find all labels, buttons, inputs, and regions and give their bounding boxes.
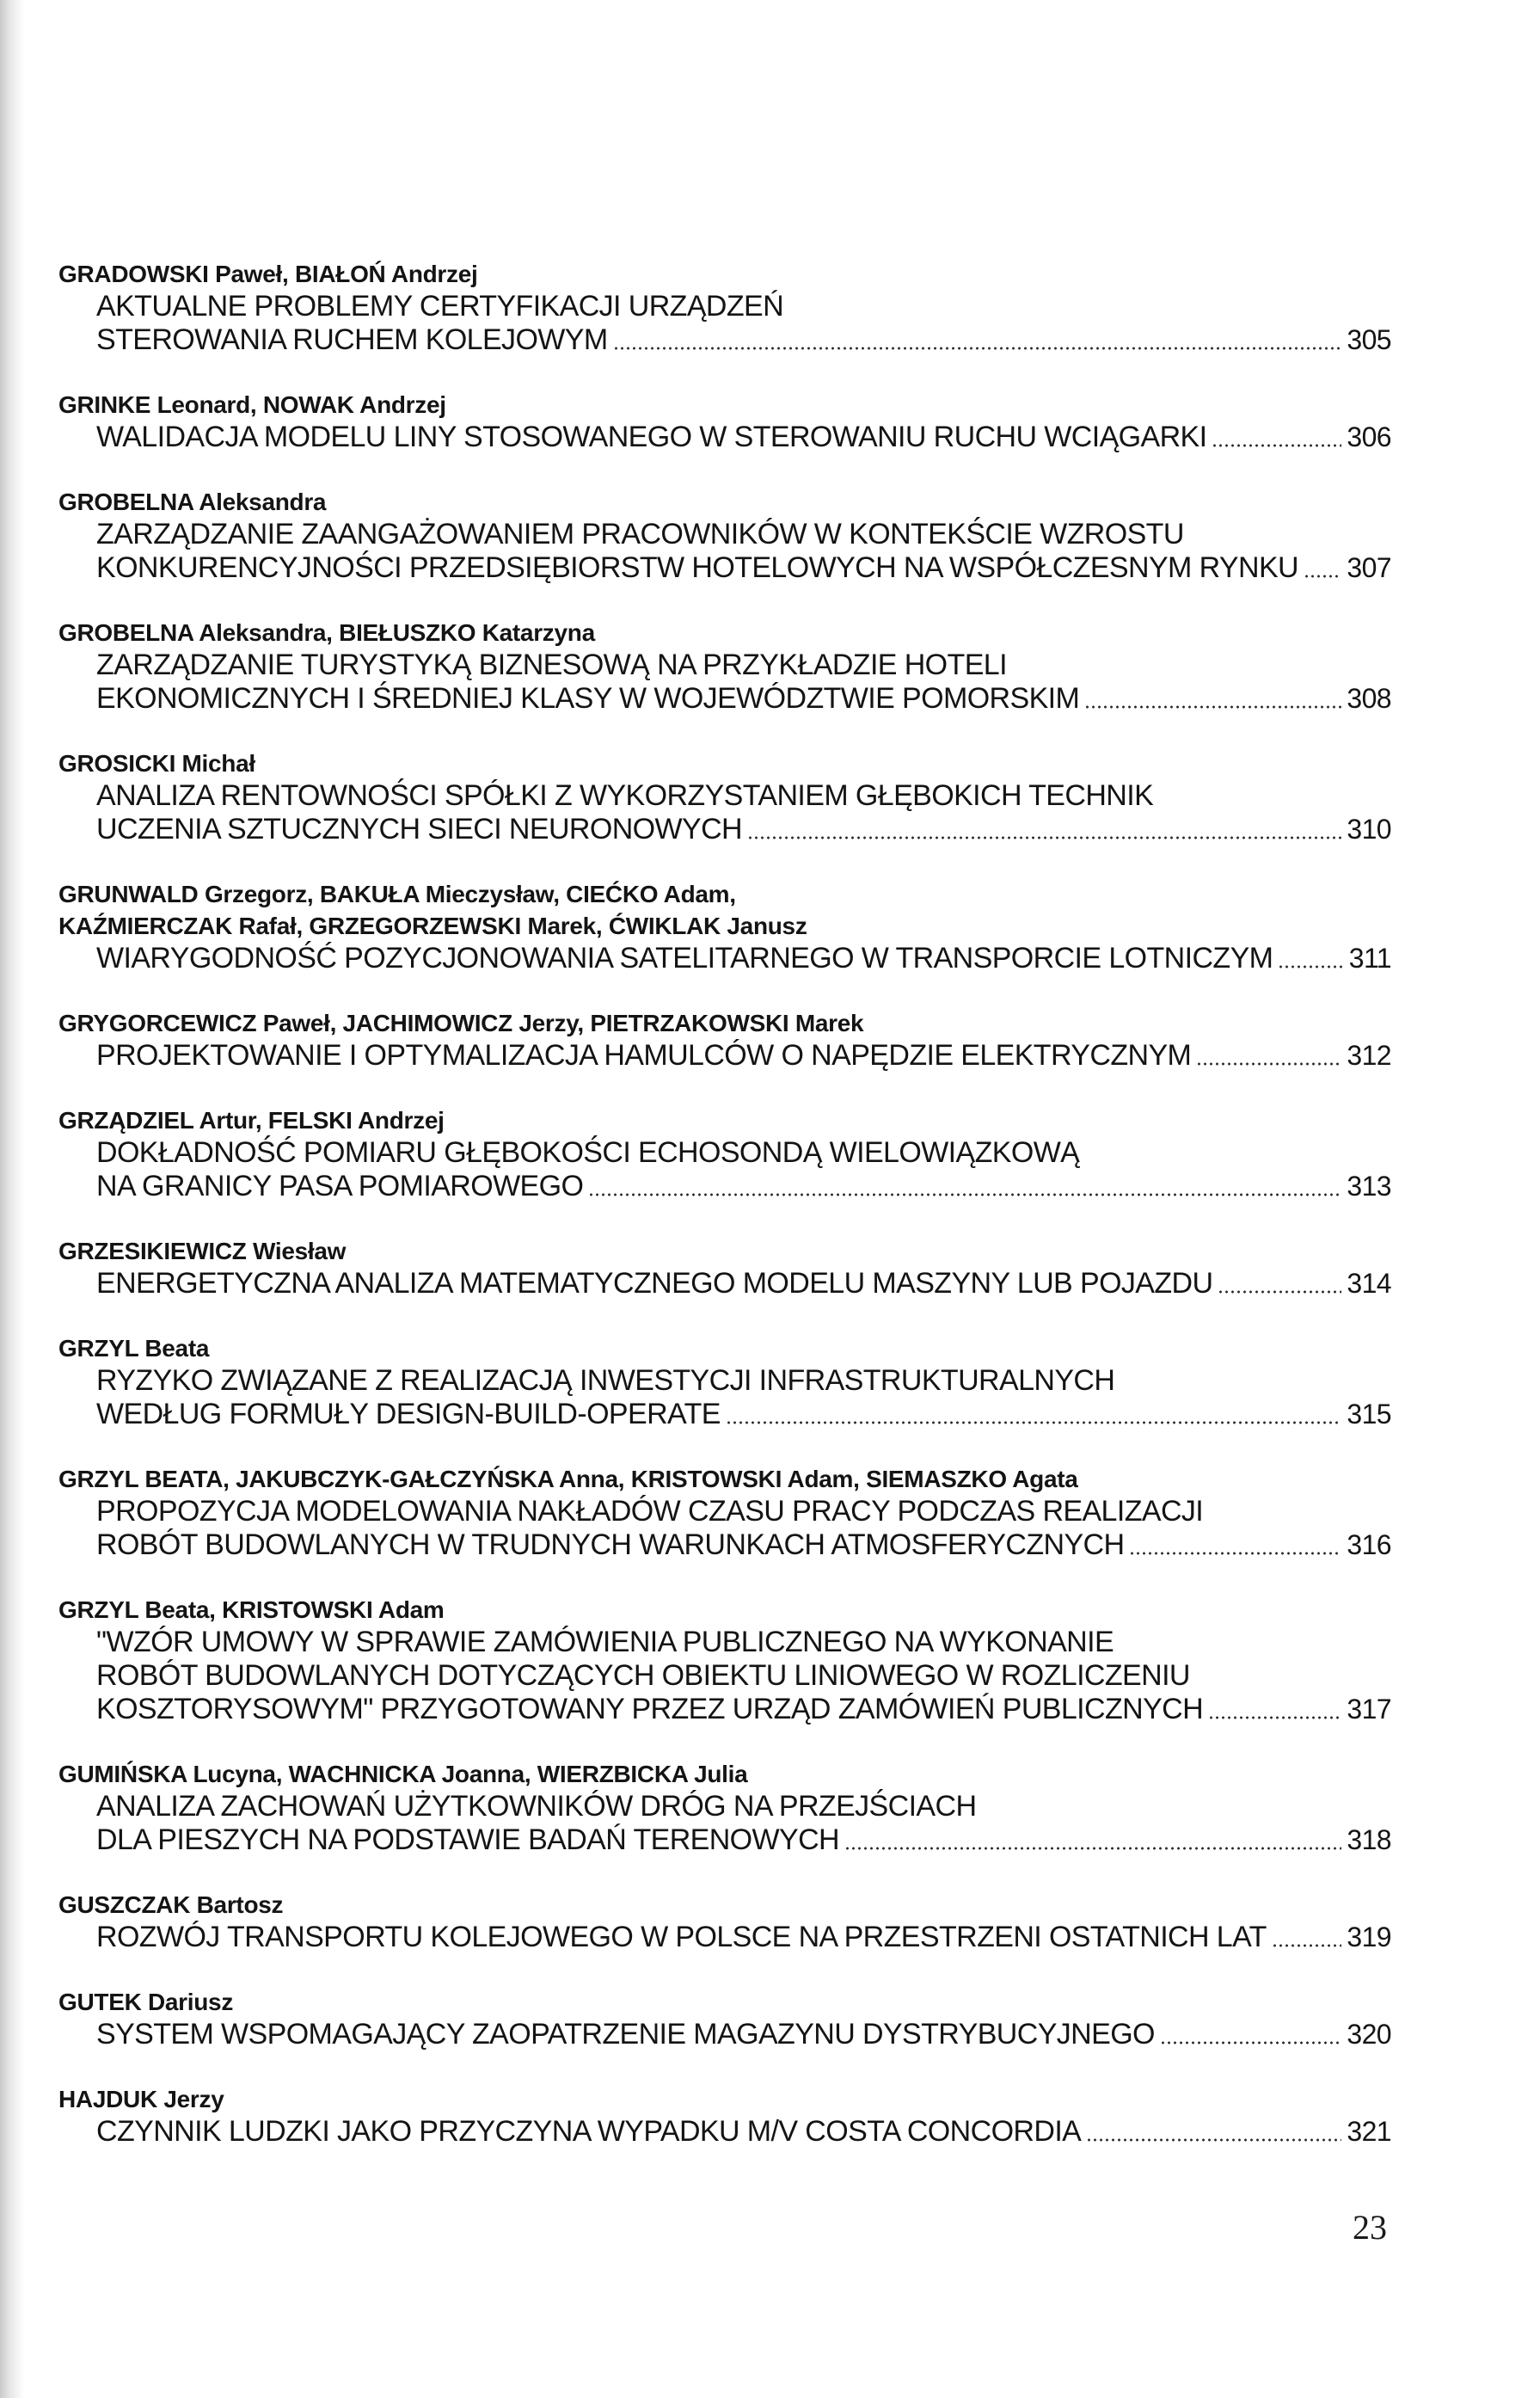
title-line: [96, 1495, 1391, 1528]
dot-leader: [1272, 1944, 1342, 1947]
entry-title: [96, 290, 1391, 357]
title-line-text: ANALIZA RENTOWNOŚCI SPÓŁKI Z WYKORZYSTANIEM GŁĘBOKICH TECHNIK: [96, 779, 1154, 812]
title-line-text: CZYNNIK LUDZKI JAKO PRZYCZYNA WYPADKU M/V COSTA CONCORDIA: [96, 2115, 1082, 2148]
title-line-text: WALIDACJA MODELU LINY STOSOWANEGO W STEROWANIU RUCHU WCIĄGARKI: [96, 421, 1207, 453]
entry-authors: GUMIŃSKA Lucyna, WACHNICKA Joanna, WIERZBICKA Julia: [58, 1761, 748, 1787]
entry-page-number: 321: [1347, 2116, 1391, 2147]
entry-page-number: 313: [1347, 1171, 1391, 1202]
title-line: [96, 1921, 1391, 1954]
title-line: [96, 1823, 1391, 1857]
toc-entry: [58, 1758, 1391, 1857]
title-line: [96, 1528, 1391, 1562]
dot-leader: [613, 347, 1342, 350]
dot-leader: [1086, 2138, 1341, 2142]
title-line-text: WEDŁUG FORMUŁY DESIGN-BUILD-OPERATE: [96, 1398, 721, 1430]
entry-authors: GUSZCZAK Bartosz: [58, 1891, 284, 1918]
title-line: [96, 1693, 1391, 1726]
title-line-text: ZARZĄDZANIE TURYSTYKĄ BIZNESOWĄ NA PRZYKŁADZIE HOTELI: [96, 649, 1007, 681]
entry-authors: GROSICKI Michał: [58, 750, 255, 777]
entry-page-number: 305: [1347, 324, 1391, 355]
dot-leader: [1278, 965, 1343, 968]
title-line: [96, 518, 1391, 551]
entry-title: [96, 942, 1391, 975]
entry-title: [96, 2018, 1391, 2051]
toc-entry: [58, 1104, 1391, 1203]
toc-entry: [58, 617, 1391, 716]
toc-entry: [58, 1594, 1391, 1726]
table-of-contents: [58, 258, 1391, 2180]
entry-title: [96, 1626, 1391, 1726]
title-line: [96, 1267, 1391, 1300]
title-line-text: UCZENIA SZTUCZNYCH SIECI NEURONOWYCH: [96, 813, 742, 845]
page-number: 23: [1353, 2208, 1387, 2247]
entry-title: [96, 1364, 1391, 1431]
title-line-text: DOKŁADNOŚĆ POMIARU GŁĘBOKOŚCI ECHOSONDĄ WIELOWIĄZKOWĄ: [96, 1136, 1080, 1169]
toc-entry: [58, 1889, 1391, 1954]
entry-authors: GROBELNA Aleksandra: [58, 489, 327, 515]
toc-entry: [58, 1007, 1391, 1073]
toc-entry: [58, 747, 1391, 846]
dot-leader: [1160, 2041, 1342, 2044]
title-line: [96, 1626, 1391, 1659]
dot-leader: [1304, 575, 1341, 578]
entry-authors: GRYGORCEWICZ Paweł, JACHIMOWICZ Jerzy, PIETRZAKOWSKI Marek: [58, 1010, 864, 1036]
entry-page-number: 319: [1347, 1921, 1391, 1952]
title-line-text: STEROWANIA RUCHEM KOLEJOWYM: [96, 323, 608, 356]
entry-authors: GRZESIKIEWICZ Wiesław: [58, 1238, 347, 1264]
title-line-text: "WZÓR UMOWY W SPRAWIE ZAMÓWIENIA PUBLICZNEGO NA WYKONANIE: [96, 1626, 1114, 1658]
title-line: [96, 1659, 1391, 1693]
title-line: [96, 1790, 1391, 1823]
title-line: [96, 421, 1391, 454]
toc-entry: [58, 1235, 1391, 1300]
title-line-text: ROZWÓJ TRANSPORTU KOLEJOWEGO W POLSCE NA PRZESTRZENI OSTATNICH LAT: [96, 1921, 1267, 1953]
title-line: [96, 551, 1391, 585]
entry-title: [96, 1495, 1391, 1562]
title-line-text: KOSZTORYSOWYM" PRZYGOTOWANY PRZEZ URZĄD ZAMÓWIEŃ PUBLICZNYCH: [96, 1693, 1204, 1725]
title-line-text: AKTUALNE PROBLEMY CERTYFIKACJI URZĄDZEŃ: [96, 290, 784, 323]
toc-entry: [58, 258, 1391, 357]
entry-page-number: 311: [1348, 943, 1391, 974]
dot-leader: [1084, 705, 1341, 709]
entry-authors: GRZYL BEATA, JAKUBCZYK-GAŁCZYŃSKA Anna, KRISTOWSKI Adam, SIEMASZKO Agata: [58, 1466, 1078, 1492]
title-line: [96, 2018, 1391, 2051]
entry-page-number: 308: [1347, 683, 1391, 714]
title-line-text: NA GRANICY PASA POMIAROWEGO: [96, 1170, 584, 1202]
title-line-text: ZARZĄDZANIE ZAANGAŻOWANIEM PRACOWNIKÓW W KONTEKŚCIE WZROSTU: [96, 518, 1184, 550]
entry-title: [96, 1267, 1391, 1300]
dot-leader: [844, 1847, 1341, 1850]
title-line: [96, 779, 1391, 813]
dot-leader: [588, 1193, 1341, 1196]
title-line: [96, 649, 1391, 682]
title-line-text: WIARYGODNOŚĆ POZYCJONOWANIA SATELITARNEGO W TRANSPORCIE LOTNICZYM: [96, 942, 1273, 975]
dot-leader: [1196, 1062, 1341, 1066]
entry-title: [96, 518, 1391, 585]
title-line-text: PROJEKTOWANIE I OPTYMALIZACJA HAMULCÓW O NAPĘDZIE ELEKTRYCZNYM: [96, 1039, 1192, 1072]
entry-page-number: 306: [1347, 421, 1391, 452]
entry-title: [96, 2115, 1391, 2149]
title-line-text: SYSTEM WSPOMAGAJĄCY ZAOPATRZENIE MAGAZYNU DYSTRYBUCYJNEGO: [96, 2018, 1155, 2051]
entry-authors: GRINKE Leonard, NOWAK Andrzej: [58, 391, 446, 418]
toc-entry: [58, 2083, 1391, 2149]
entry-title: [96, 421, 1391, 454]
title-line: [96, 1136, 1391, 1170]
toc-entry: [58, 486, 1391, 585]
dot-leader: [1208, 1716, 1341, 1719]
toc-entry: [58, 1332, 1391, 1431]
entry-authors-continued: KAŹMIERCZAK Rafał, GRZEGORZEWSKI Marek, ĆWIKLAK Janusz: [58, 913, 807, 939]
entry-page-number: 316: [1347, 1529, 1391, 1560]
title-line-text: ROBÓT BUDOWLANYCH DOTYCZĄCYCH OBIEKTU LINIOWEGO W ROZLICZENIU: [96, 1659, 1190, 1692]
title-line: [96, 290, 1391, 323]
entry-title: [96, 1136, 1391, 1203]
title-line: [96, 813, 1391, 846]
title-line-text: ROBÓT BUDOWLANYCH W TRUDNYCH WARUNKACH ATMOSFERYCZNYCH: [96, 1528, 1125, 1561]
entry-page-number: 315: [1347, 1399, 1391, 1430]
entry-authors: GRADOWSKI Paweł, BIAŁOŃ Andrzej: [58, 261, 478, 287]
entry-page-number: 312: [1347, 1040, 1391, 1071]
dot-leader: [1218, 1290, 1341, 1294]
title-line: [96, 2115, 1391, 2149]
entry-page-number: 317: [1347, 1694, 1391, 1725]
entry-title: [96, 1790, 1391, 1857]
entry-authors: GRZYL Beata, KRISTOWSKI Adam: [58, 1596, 445, 1623]
entry-authors: GROBELNA Aleksandra, BIEŁUSZKO Katarzyna: [58, 619, 595, 646]
entry-page-number: 318: [1347, 1824, 1391, 1855]
title-line: [96, 323, 1391, 357]
dot-leader: [747, 836, 1341, 839]
title-line: [96, 1170, 1391, 1203]
entry-authors: GRZYL Beata: [58, 1335, 210, 1362]
title-line-text: RYZYKO ZWIĄZANE Z REALIZACJĄ INWESTYCJI INFRASTRUKTURALNYCH: [96, 1364, 1115, 1397]
title-line-text: PROPOZYCJA MODELOWANIA NAKŁADÓW CZASU PRACY PODCZAS REALIZACJI: [96, 1495, 1204, 1528]
entry-authors: HAJDUK Jerzy: [58, 2086, 224, 2112]
title-line: [96, 942, 1391, 975]
toc-entry: [58, 878, 1391, 975]
dot-leader: [1129, 1552, 1341, 1555]
entry-title: [96, 779, 1391, 846]
toc-entry: [58, 1986, 1391, 2051]
entry-page-number: 314: [1347, 1268, 1391, 1299]
toc-entry: [58, 389, 1391, 454]
entry-title: [96, 1039, 1391, 1073]
entry-page-number: 320: [1347, 2019, 1391, 2050]
entry-title: [96, 649, 1391, 716]
title-line: [96, 1039, 1391, 1073]
dot-leader: [1212, 444, 1341, 447]
title-line-text: KONKURENCYJNOŚCI PRZEDSIĘBIORSTW HOTELOWYCH NA WSPÓŁCZESNYM RYNKU: [96, 551, 1298, 584]
title-line: [96, 682, 1391, 716]
toc-entry: [58, 1463, 1391, 1562]
entry-page-number: 310: [1347, 814, 1391, 845]
title-line: [96, 1364, 1391, 1398]
title-line-text: DLA PIESZYCH NA PODSTAWIE BADAŃ TERENOWYCH: [96, 1823, 839, 1856]
entry-authors: GRUNWALD Grzegorz, BAKUŁA Mieczysław, CIEĆKO Adam,: [58, 881, 736, 907]
title-line: [96, 1398, 1391, 1431]
entry-authors: GRZĄDZIEL Artur, FELSKI Andrzej: [58, 1107, 445, 1134]
title-line-text: ANALIZA ZACHOWAŃ UŻYTKOWNIKÓW DRÓG NA PRZEJŚCIACH: [96, 1790, 977, 1823]
entry-authors: GUTEK Dariusz: [58, 1989, 234, 2015]
entry-page-number: 307: [1347, 552, 1391, 583]
dot-leader: [726, 1421, 1342, 1424]
title-line-text: EKONOMICZNYCH I ŚREDNIEJ KLASY W WOJEWÓDZTWIE POMORSKIM: [96, 682, 1080, 715]
entry-title: [96, 1921, 1391, 1954]
binding-shadow: [0, 0, 24, 2398]
title-line-text: ENERGETYCZNA ANALIZA MATEMATYCZNEGO MODELU MASZYNY LUB POJAZDU: [96, 1267, 1213, 1300]
